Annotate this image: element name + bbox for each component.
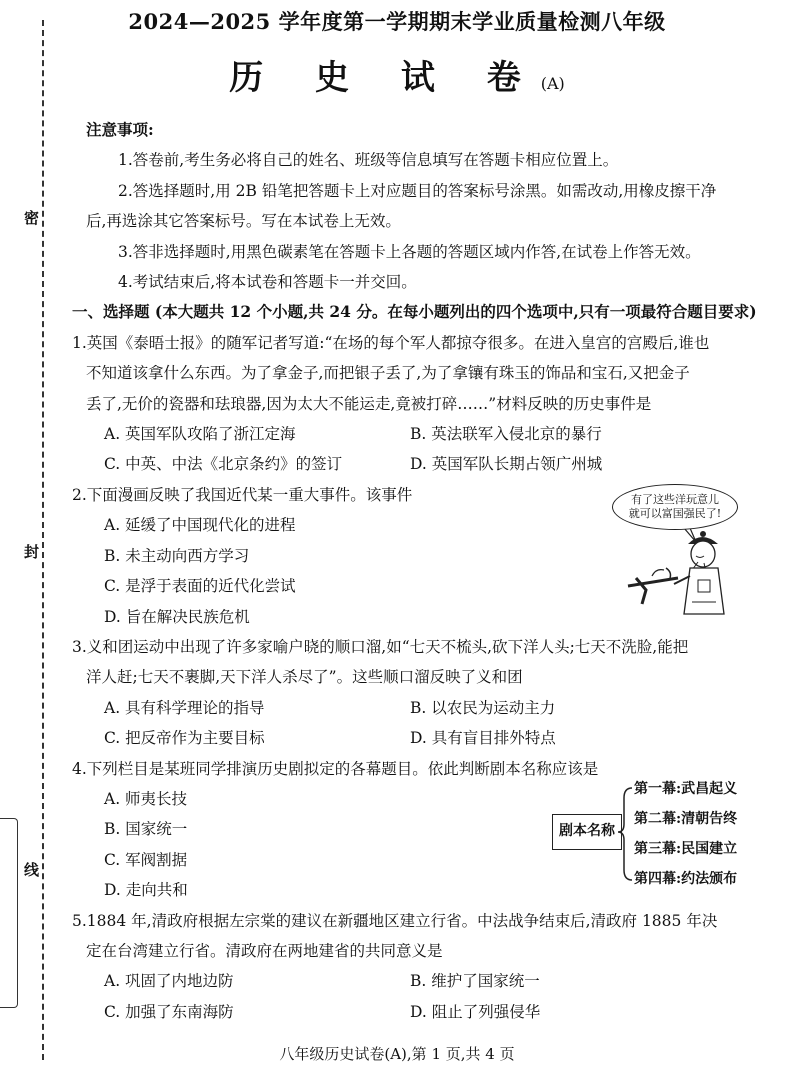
page-footer: 八年级历史试卷(A),第 1 页,共 4 页	[279, 1045, 515, 1063]
binding-word-line: 线	[24, 855, 39, 884]
question-stem: 4.下列栏目是某班同学排演历史剧拟定的各幕题目。依此判断剧本名称应该是	[72, 759, 599, 778]
option-c: C. 加强了东南海防	[104, 1002, 234, 1021]
note-item: 后,再选涂其它答案标号。写在本试卷上无效。	[86, 212, 401, 231]
option-row	[86, 693, 756, 723]
play-acts-diagram	[548, 776, 758, 892]
question-stem: 丢了,无价的瓷器和珐琅器,因为太大不能运走,竟被打碎……”材料反映的历史事件是	[86, 394, 652, 413]
subject-title	[0, 50, 794, 99]
act-2: 第二幕:清朝告终	[634, 811, 738, 827]
section-heading: 一、选择题 (本大题共 12 个小题,共 24 分。在每小题列出的四个选项中,只有一项最符合题目要求)	[72, 302, 757, 322]
exam-title: 2024—2025 学年度第一学期期末学业质量检测八年级	[128, 9, 666, 34]
option-a: A. 延缓了中国现代化的进程	[104, 516, 296, 535]
option-row	[86, 723, 756, 753]
question-5	[72, 906, 756, 1028]
binding-word-seal-2: 封	[24, 537, 39, 566]
option-d: D. 阻止了列强侵华	[410, 1002, 541, 1021]
option-b: B. 国家统一	[104, 820, 188, 839]
option-c: C. 是浮于表面的近代化尝试	[104, 577, 296, 596]
note-item: 3.答非选择题时,用黑色碳素笔在答题卡上各题的答题区域内作答,在试卷上作答无效。	[118, 242, 701, 261]
option-c: C. 把反帝作为主要目标	[104, 729, 265, 748]
question-stem: 定在台湾建立行省。清政府在两地建省的共同意义是	[86, 941, 443, 960]
note-item: 1.答卷前,考生务必将自己的姓名、班级等信息填写在答题卡相应位置上。	[118, 151, 619, 170]
binding-dashed-line	[42, 20, 44, 1060]
question-1	[72, 328, 756, 480]
question-3	[72, 632, 756, 754]
option-c: C. 中英、中法《北京条约》的签订	[104, 455, 343, 474]
question-stem: 1.英国《泰晤士报》的随军记者写道:“在场的每个军人都掠夺很多。在进入皇宫的宫殿后,谁也	[72, 333, 710, 352]
option-b: B. 未主动向西方学习	[104, 546, 250, 565]
question-stem: 3.义和团运动中出现了许多家喻户晓的顺口溜,如“七天不梳头,砍下洋人头;七天不洗脸,能把	[72, 637, 689, 656]
option-row	[86, 966, 756, 996]
option-d: D. 旨在解决民族危机	[104, 607, 250, 626]
speech-bubble	[612, 484, 738, 530]
act-3: 第三幕:民国建立	[634, 841, 738, 857]
option-row	[86, 997, 756, 1027]
play-title-box: 剧本名称	[552, 814, 622, 850]
bubble-line-1: 有了这些洋玩意儿	[631, 493, 719, 506]
option-row	[86, 419, 756, 449]
subject-name: 历 史 试 卷	[229, 58, 541, 98]
option-d: D. 走向共和	[104, 881, 188, 900]
notes-heading: 注意事项:	[86, 120, 154, 139]
act-4: 第四幕:约法颁布	[634, 871, 738, 887]
paper-variant: (A)	[540, 74, 565, 93]
note-item: 4.考试结束后,将本试卷和答题卡一并交回。	[118, 273, 417, 292]
binding-word-seal: 密	[24, 203, 39, 232]
option-b: B. 维护了国家统一	[410, 972, 540, 991]
question-stem: 5.1884 年,清政府根据左宗棠的建议在新疆地区建立行省。中法战争结束后,清政府 1885 年决	[72, 911, 718, 930]
question-stem: 不知道该拿什么东西。为了拿金子,而把银子丢了,为了拿镶有珠玉的饰品和宝石,又把金子	[86, 364, 690, 383]
binding-bracket	[0, 818, 18, 1008]
option-a: A. 具有科学理论的指导	[104, 698, 265, 717]
option-a: A. 师夷长技	[104, 789, 188, 808]
option-a: A. 英国军队攻陷了浙江定海	[104, 425, 296, 444]
note-item: 2.答选择题时,用 2B 铅笔把答题卡上对应题目的答案标号涂黑。如需改动,用橡皮擦干净	[118, 181, 717, 200]
option-row	[86, 449, 756, 479]
option-b: B. 以农民为运动主力	[410, 698, 556, 717]
option-d: D. 英国军队长期占领广州城	[410, 455, 603, 474]
question-stem: 洋人赶;七天不裹脚,天下洋人杀尽了”。这些顺口溜反映了义和团	[86, 668, 523, 687]
option-c: C. 军阀割据	[104, 850, 188, 869]
bubble-line-2: 就可以富国强民了!	[628, 507, 722, 520]
option-b: B. 英法联军入侵北京的暴行	[410, 425, 602, 444]
option-a: A. 巩固了内地边防	[104, 972, 234, 991]
act-1: 第一幕:武昌起义	[634, 781, 738, 797]
question-stem: 2.下面漫画反映了我国近代某一重大事件。该事件	[72, 485, 413, 504]
option-d: D. 具有盲目排外特点	[410, 729, 556, 748]
